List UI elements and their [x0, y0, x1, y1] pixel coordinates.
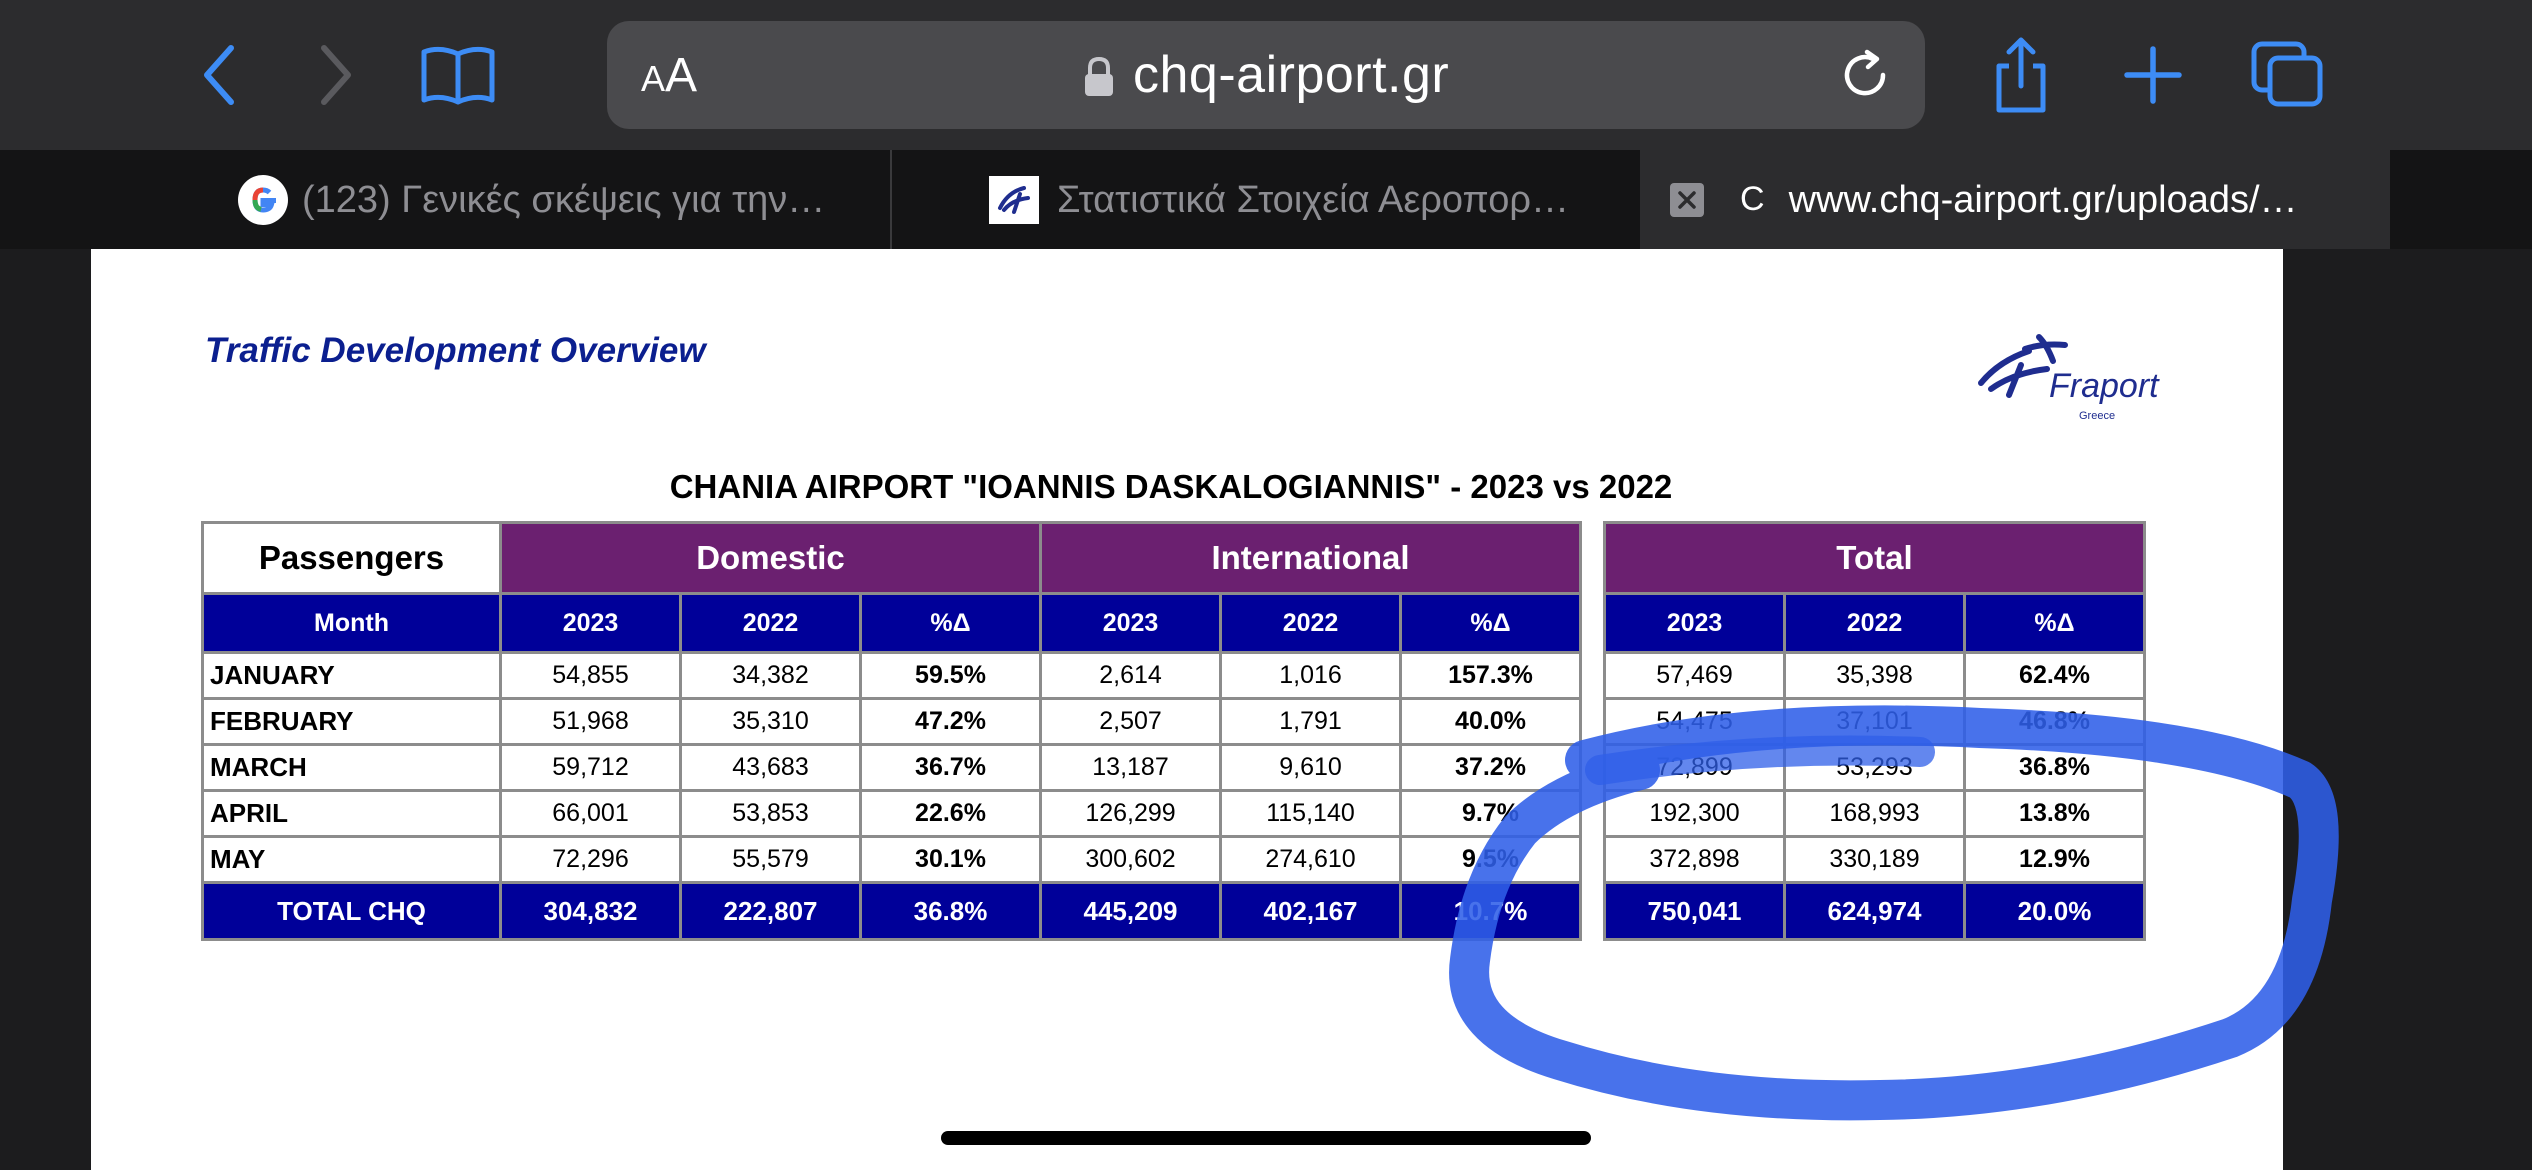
table-title: CHANIA AIRPORT "IOANNIS DASKALOGIANNIS" - 2023 vs 2022	[669, 468, 1673, 505]
cell-dom-2023: 54,855	[501, 653, 681, 699]
cell-tot-2023: 54,475	[1605, 699, 1785, 745]
cell-dom-pct: 30.1%	[861, 837, 1041, 883]
cell-dom-2023: 72,296	[501, 837, 681, 883]
international-header: International	[1041, 523, 1581, 594]
cell-month: MARCH	[203, 745, 501, 791]
table-row	[203, 837, 1581, 883]
table-row	[203, 791, 1581, 837]
reload-icon[interactable]	[1837, 47, 1893, 103]
col-2022: 2022	[1785, 594, 1965, 653]
book-icon	[418, 40, 498, 110]
cell-int-2023: 13,187	[1041, 745, 1221, 791]
plus-icon	[2123, 45, 2183, 105]
total-table	[1603, 521, 2146, 941]
google-icon	[238, 175, 288, 225]
fraport-logo	[1969, 321, 2169, 441]
cell-int-2023: 2,507	[1041, 699, 1221, 745]
cell-month: FEBRUARY	[203, 699, 501, 745]
cell-tot-2022: 35,398	[1785, 653, 1965, 699]
cell-int-pct: 37.2%	[1401, 745, 1581, 791]
cell-tot-2022: 37,101	[1785, 699, 1965, 745]
tab-statistics[interactable]	[892, 150, 1640, 249]
cell-int-2022: 115,140	[1221, 791, 1401, 837]
cell-tot-pct: 12.9%	[1965, 837, 2145, 883]
new-tab-button[interactable]	[2118, 40, 2188, 110]
cell-tot-2023: 192,300	[1605, 791, 1785, 837]
tab-label: (123) Γενικές σκέψεις για την…	[302, 178, 826, 221]
forward-button[interactable]	[300, 40, 370, 110]
browser-toolbar	[0, 0, 2532, 150]
cell-int-2022: 9,610	[1221, 745, 1401, 791]
domestic-header: Domestic	[501, 523, 1041, 594]
share-icon	[1989, 36, 2053, 114]
cell-tot-2023: 57,469	[1605, 653, 1785, 699]
logo-name: Fraport	[2049, 367, 2159, 405]
col-pct: %Δ	[861, 594, 1041, 653]
tab-uploads[interactable]	[1640, 150, 2390, 249]
fraport-logo-mark	[1969, 321, 2169, 441]
col-2023: 2023	[1041, 594, 1221, 653]
total-int-pct: 10.7%	[1401, 883, 1581, 940]
lock-icon	[1081, 55, 1117, 99]
bookmarks-button[interactable]	[418, 40, 498, 110]
cell-tot-2023: 72,899	[1605, 745, 1785, 791]
cell-tot-2023: 372,898	[1605, 837, 1785, 883]
url-text: chq-airport.gr	[1133, 46, 1450, 104]
month-header: Month	[203, 594, 501, 653]
address-bar[interactable]	[607, 21, 1925, 129]
cell-dom-2023: 51,968	[501, 699, 681, 745]
total-tot-pct: 20.0%	[1965, 883, 2145, 940]
cell-tot-pct: 62.4%	[1965, 653, 2145, 699]
cell-tot-2022: 330,189	[1785, 837, 1965, 883]
cell-dom-pct: 36.7%	[861, 745, 1041, 791]
col-pct: %Δ	[1401, 594, 1581, 653]
cell-dom-2022: 35,310	[681, 699, 861, 745]
tabs-icon	[2250, 40, 2326, 110]
passengers-header: Passengers	[203, 523, 501, 594]
col-pct: %Δ	[1965, 594, 2145, 653]
total-dom-2023: 304,832	[501, 883, 681, 940]
cell-tot-2022: 53,293	[1785, 745, 1965, 791]
total-label: TOTAL CHQ	[203, 883, 501, 940]
cell-dom-2022: 53,853	[681, 791, 861, 837]
col-2023: 2023	[1605, 594, 1785, 653]
cell-month: MAY	[203, 837, 501, 883]
table-row	[1605, 791, 2145, 837]
table-row	[203, 745, 1581, 791]
tab-label: Στατιστικά Στοιχεία Αεροπορ…	[1057, 178, 1569, 221]
cell-dom-2022: 43,683	[681, 745, 861, 791]
tab-label: www.chq-airport.gr/uploads/…	[1788, 178, 2298, 221]
cell-int-2022: 1,016	[1221, 653, 1401, 699]
cell-tot-pct: 13.8%	[1965, 791, 2145, 837]
total-dom-pct: 36.8%	[861, 883, 1041, 940]
total-tot-2023: 750,041	[1605, 883, 1785, 940]
cell-dom-pct: 59.5%	[861, 653, 1041, 699]
cell-int-2023: 300,602	[1041, 837, 1221, 883]
home-indicator	[941, 1131, 1591, 1145]
cell-int-2022: 1,791	[1221, 699, 1401, 745]
cell-int-2022: 274,610	[1221, 837, 1401, 883]
table-row	[1605, 699, 2145, 745]
cell-int-pct: 9.5%	[1401, 837, 1581, 883]
total-header: Total	[1605, 523, 2145, 594]
cell-int-pct: 40.0%	[1401, 699, 1581, 745]
generic-page-icon: C	[1740, 180, 1765, 218]
cell-month: APRIL	[203, 791, 501, 837]
table-row	[1605, 745, 2145, 791]
cell-dom-pct: 47.2%	[861, 699, 1041, 745]
col-2022: 2022	[681, 594, 861, 653]
total-dom-2022: 222,807	[681, 883, 861, 940]
logo-sub: Greece	[2079, 410, 2116, 422]
total-tot-2022: 624,974	[1785, 883, 1965, 940]
cell-dom-2023: 66,001	[501, 791, 681, 837]
total-int-2022: 402,167	[1221, 883, 1401, 940]
table-row	[1605, 653, 2145, 699]
text-size-button[interactable]: AA	[641, 49, 698, 102]
cell-dom-2023: 59,712	[501, 745, 681, 791]
cell-dom-pct: 22.6%	[861, 791, 1041, 837]
cell-tot-pct: 36.8%	[1965, 745, 2145, 791]
cell-int-2023: 126,299	[1041, 791, 1221, 837]
total-int-2023: 445,209	[1041, 883, 1221, 940]
overview-title: Traffic Development Overview	[205, 331, 706, 370]
cell-tot-pct: 46.8%	[1965, 699, 2145, 745]
cell-dom-2022: 55,579	[681, 837, 861, 883]
table-row	[203, 699, 1581, 745]
pdf-page	[91, 249, 2283, 1170]
col-2022: 2022	[1221, 594, 1401, 653]
tab-bar	[0, 150, 2532, 249]
cell-int-pct: 9.7%	[1401, 791, 1581, 837]
fraport-icon	[989, 176, 1039, 224]
share-button[interactable]	[1985, 40, 2057, 110]
cell-dom-2022: 34,382	[681, 653, 861, 699]
table-row	[1605, 837, 2145, 883]
chevron-left-icon	[195, 40, 245, 110]
table-row	[203, 653, 1581, 699]
chevron-right-icon	[310, 40, 360, 110]
cell-int-pct: 157.3%	[1401, 653, 1581, 699]
cell-month: JANUARY	[203, 653, 501, 699]
traffic-table	[201, 521, 1582, 941]
close-tab-icon[interactable]	[1670, 183, 1704, 217]
tab-google[interactable]	[0, 150, 892, 249]
cell-tot-2022: 168,993	[1785, 791, 1965, 837]
col-2023: 2023	[501, 594, 681, 653]
cell-int-2023: 2,614	[1041, 653, 1221, 699]
tabs-overview-button[interactable]	[2250, 40, 2326, 110]
back-button[interactable]	[185, 40, 255, 110]
